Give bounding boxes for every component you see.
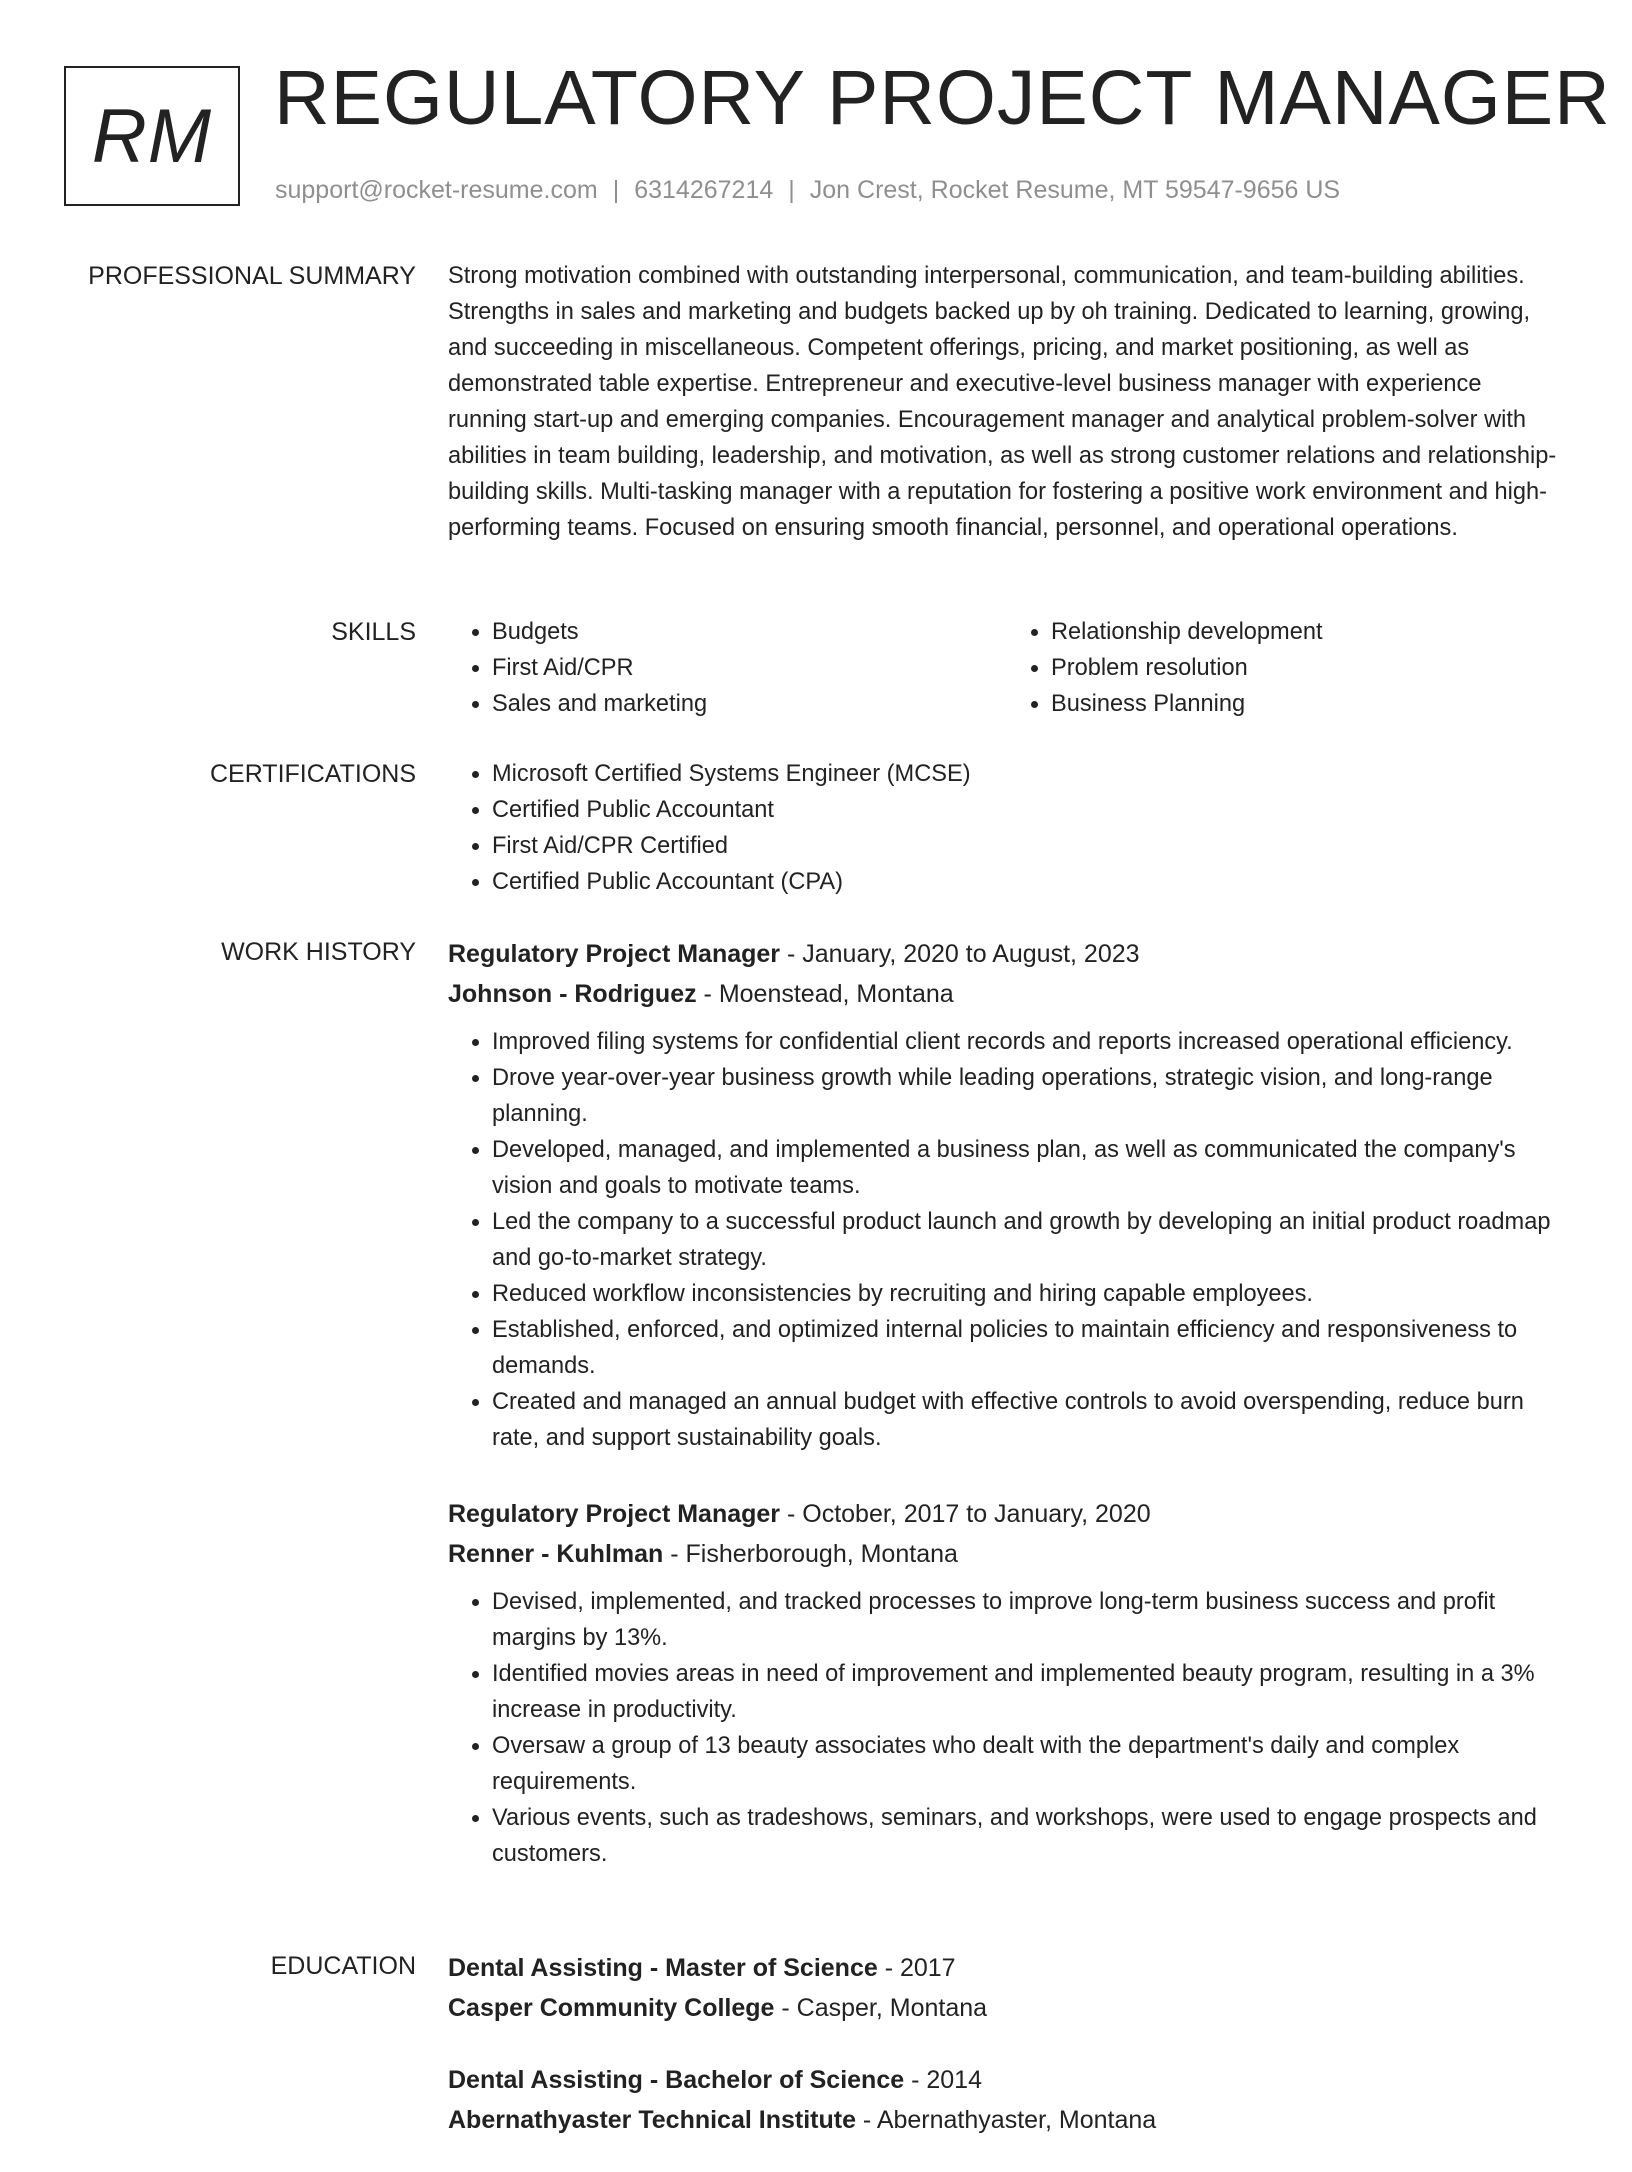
list-item: • Microsoft Certified Systems Engineer (MCSE): [492, 756, 1566, 792]
job-location: - Fisherborough, Montana: [663, 1540, 958, 1568]
list-item: • Identified movies areas in need of improvement and implemented beauty program, resulting in a 3% increase in productivity.: [492, 1656, 1566, 1728]
list-item: • Business Planning: [1051, 686, 1566, 722]
school-line: [448, 1988, 1566, 2028]
list-item: • Budgets: [492, 614, 1007, 650]
job-bullets: [448, 1024, 1566, 1456]
skills-list-left: [448, 614, 1007, 722]
section-heading: PROFESSIONAL SUMMARY: [88, 262, 416, 290]
contact-address: Jon Crest, Rocket Resume, MT 59547-9656 US: [809, 176, 1341, 204]
degree-year: - 2017: [877, 1954, 956, 1982]
job-location: - Moenstead, Montana: [696, 980, 954, 1008]
job-company-line: [448, 974, 1566, 1014]
section-body: [448, 258, 1566, 546]
list-item: • Relationship development: [1051, 614, 1566, 650]
job-company: Johnson - Rodriguez: [448, 980, 697, 1008]
degree: Dental Assisting - Master of Science: [448, 1954, 878, 1982]
monogram-logo: RM: [64, 66, 240, 206]
section-body: [448, 1948, 1566, 2172]
education-entry: [448, 2060, 1566, 2140]
list-item: • Certified Public Accountant (CPA): [492, 864, 1566, 900]
job-title-line: [448, 1494, 1566, 1534]
list-item: • Problem resolution: [1051, 650, 1566, 686]
section-heading: CERTIFICATIONS: [209, 760, 416, 788]
degree-line: [448, 2060, 1566, 2100]
school-line: [448, 2100, 1566, 2140]
education-entry: [448, 1948, 1566, 2028]
list-item: • First Aid/CPR: [492, 650, 1007, 686]
degree-line: [448, 1948, 1566, 1988]
contact-separator: |: [788, 176, 795, 204]
degree: Dental Assisting - Bachelor of Science: [448, 2066, 905, 2094]
contact-line: [275, 176, 1340, 205]
job-dates: - October, 2017 to January, 2020: [780, 1500, 1151, 1528]
school-location: - Casper, Montana: [774, 1994, 988, 2022]
list-item: • Led the company to a successful product launch and growth by developing an initial product roadmap and go-to-market strategy.: [492, 1204, 1566, 1276]
list-item: • First Aid/CPR Certified: [492, 828, 1566, 864]
job-title-line: [448, 934, 1566, 974]
skills-list-right: [1007, 614, 1566, 722]
list-item: • Sales and marketing: [492, 686, 1007, 722]
contact-separator: |: [612, 176, 620, 204]
list-item: • Drove year-over-year business growth while leading operations, strategic vision, and long-range planning.: [492, 1060, 1566, 1132]
list-item: • Established, enforced, and optimized internal policies to maintain efficiency and responsiveness to demands.: [492, 1312, 1566, 1384]
list-item: • Devised, implemented, and tracked processes to improve long-term business success and profit margins by 13%.: [492, 1584, 1566, 1656]
list-item: • Developed, managed, and implemented a business plan, as well as communicated the company's vision and goals to motivate teams.: [492, 1132, 1566, 1204]
section-body: [448, 756, 1566, 900]
list-item: • Reduced workflow inconsistencies by recruiting and hiring capable employees.: [492, 1276, 1566, 1312]
section-heading: EDUCATION: [270, 1952, 416, 1980]
contact-email[interactable]: support@rocket-resume.com: [275, 176, 598, 204]
school: Casper Community College: [448, 1994, 775, 2022]
job-role: Regulatory Project Manager: [448, 940, 781, 968]
contact-phone[interactable]: 6314267214: [634, 176, 774, 204]
degree-year: - 2014: [904, 2066, 982, 2094]
page-title: REGULATORY PROJECT MANAGER: [274, 55, 1611, 141]
job-company: Renner - Kuhlman: [448, 1540, 664, 1568]
job-bullets: [448, 1584, 1566, 1872]
certifications-list: [448, 756, 1566, 900]
summary-text: Strong motivation combined with outstanding interpersonal, communication, and team-building abilities. Strengths in sales and marketing and budgets backed up by oh training. Dedicated to learning, growing, and succeeding in miscellaneous. Competent offerings, pricing, and market positioning, as well as demonstrated table expertise. Entrepreneur and executive-level business manager with experience running start-up and emerging companies. Encouragement manager and analytical problem-solver with abilities in team building, leadership, and motivation, as well as strong customer relations and relationship-building skills. Multi-tasking manager with a reputation for fostering a positive work environment and high-performing teams. Focused on ensuring smooth financial, personnel, and operational operations.: [448, 263, 1557, 541]
list-item: • Certified Public Accountant: [492, 792, 1566, 828]
skills-grid: [448, 614, 1566, 722]
job-role: Regulatory Project Manager: [448, 1500, 781, 1528]
section-body: [448, 934, 1566, 1910]
list-item: • Oversaw a group of 13 beauty associates who dealt with the department's daily and complex requirements.: [492, 1728, 1566, 1800]
section-heading: SKILLS: [331, 618, 416, 646]
school-location: - Abernathyaster, Montana: [855, 2106, 1157, 2134]
list-item: • Improved filing systems for confidential client records and reports increased operational efficiency.: [492, 1024, 1566, 1060]
job-dates: - January, 2020 to August, 2023: [780, 940, 1140, 968]
school: Abernathyaster Technical Institute: [448, 2106, 856, 2134]
list-item: • Various events, such as tradeshows, seminars, and workshops, were used to engage prospects and customers.: [492, 1800, 1566, 1872]
job-entry: [448, 934, 1566, 1456]
list-item: • Created and managed an annual budget with effective controls to avoid overspending, reduce burn rate, and support sustainability goals.: [492, 1384, 1566, 1456]
section-heading: WORK HISTORY: [221, 938, 416, 966]
job-company-line: [448, 1534, 1566, 1574]
job-entry: [448, 1494, 1566, 1872]
